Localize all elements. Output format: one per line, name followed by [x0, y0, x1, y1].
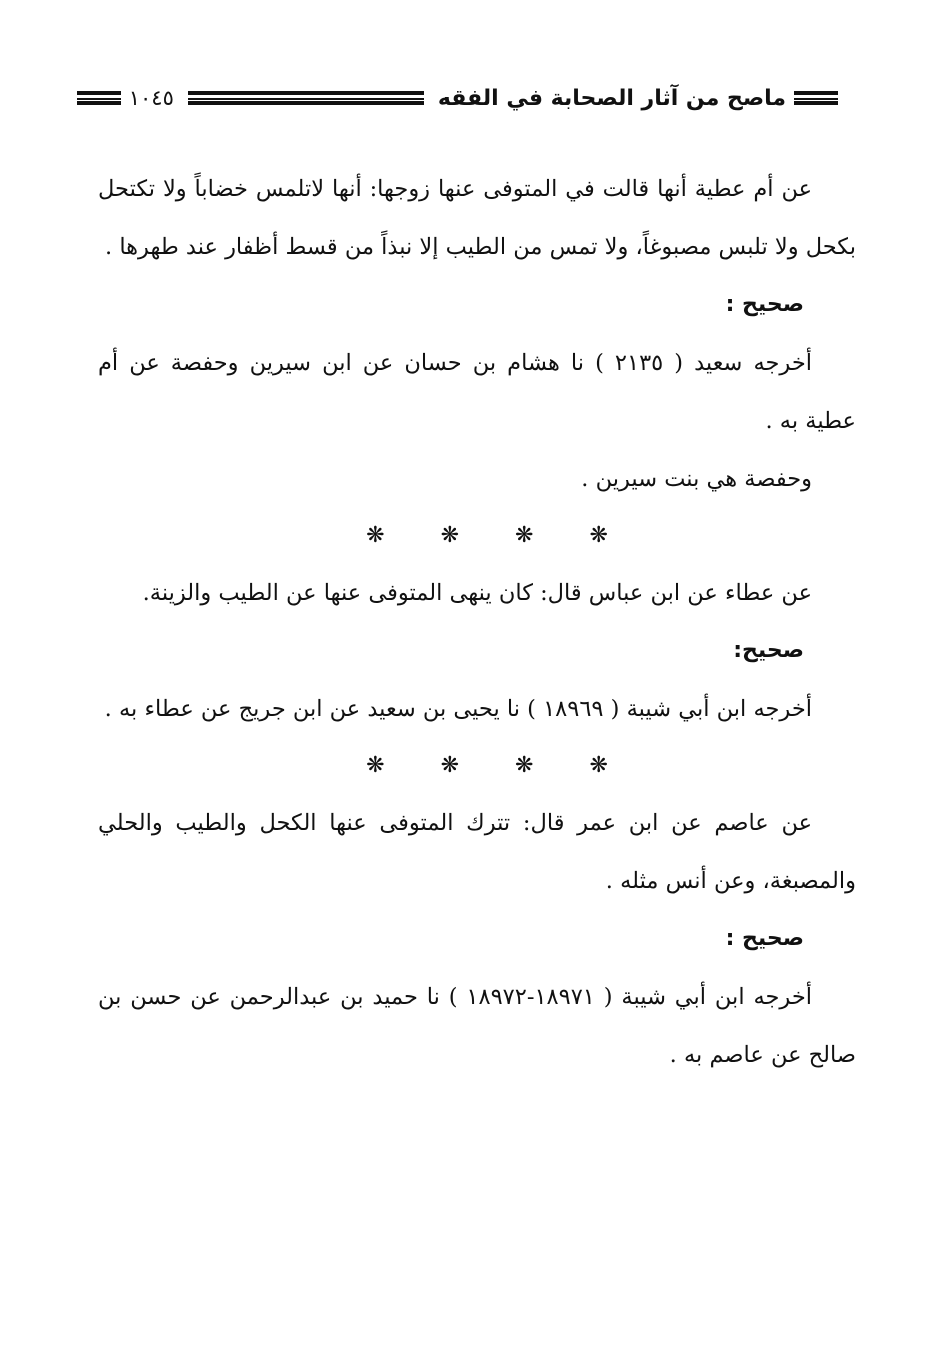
section-separator-1: [98, 508, 856, 564]
header-title: ماصح من آثار الصحابة في الفقه: [437, 85, 786, 111]
source-3-1: أخرجه ابن أبي شيبة ( ١٨٩٧١-١٨٩٧٢ ) نا حميد بن عبدالرحمن عن حسن بن صالح عن عاصم به .: [98, 984, 856, 1068]
separator-star-icon: ❋: [589, 523, 608, 548]
page-number: ١٠٤٥: [128, 86, 174, 110]
source-1-2: وحفصة هي بنت سيرين .: [581, 466, 812, 492]
separator-star-icon: ❋: [366, 753, 385, 778]
narration-1: عن أم عطية أنها قالت في المتوفى عنها زوجها: أنها لاتلمس خضاباً ولا تكتحل بكحل ولا تلبس مصبوغاً، ولا تمس من الطيب إلا نبذاً من قسط أظفار عند طهرها .: [98, 176, 856, 260]
section-separator-2: [98, 738, 856, 794]
separator-star-icon: ❋: [515, 523, 534, 548]
header-rule-left: [77, 91, 121, 105]
source-2-1: أخرجه ابن أبي شيبة ( ١٨٩٦٩ ) نا يحيى بن سعيد عن ابن جريج عن عطاء به .: [104, 696, 812, 722]
page-body: [98, 160, 856, 1084]
separator-star-icon: ❋: [440, 753, 459, 778]
verdict-3: صحيح :: [725, 926, 804, 951]
header-rule-middle: [188, 91, 424, 105]
verdict-1: صحيح :: [725, 292, 804, 317]
narration-3: عن عاصم عن ابن عمر قال: تترك المتوفى عنها الكحل والطيب والحلي والمصبغة، وعن أنس مثله .: [98, 810, 856, 894]
separator-star-icon: ❋: [515, 753, 534, 778]
separator-star-icon: ❋: [440, 523, 459, 548]
running-header: [98, 78, 838, 118]
header-rule-right: [794, 91, 838, 105]
separator-star-icon: ❋: [366, 523, 385, 548]
separator-star-icon: ❋: [589, 753, 608, 778]
verdict-2: صحيح:: [733, 638, 804, 663]
narration-2: عن عطاء عن ابن عباس قال: كان ينهى المتوفى عنها عن الطيب والزينة.: [142, 580, 812, 606]
source-1-1: أخرجه سعيد ( ٢١٣٥ ) نا هشام بن حسان عن ابن سيرين وحفصة عن أم عطية به .: [98, 350, 856, 434]
